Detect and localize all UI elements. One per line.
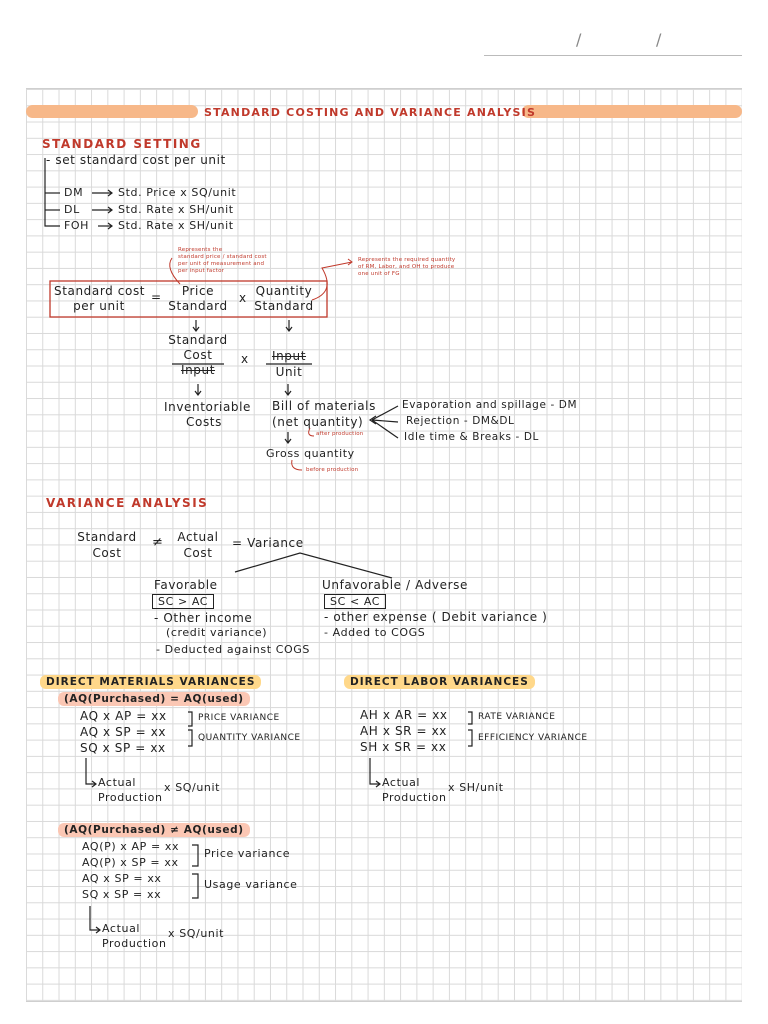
dm-case1-row-2: AQ x SP = xx: [80, 725, 167, 739]
favorable-title: Favorable: [154, 578, 218, 592]
equals-variance: = Variance: [232, 536, 304, 550]
unfavorable-box: SC < AC: [324, 594, 386, 609]
loss-evaporation: Evaporation and spillage - DM: [402, 399, 578, 411]
quantity-standard: Quantity Standard: [254, 284, 314, 313]
foh-label: FOH: [64, 219, 90, 232]
not-equal-sign: ≠: [152, 535, 164, 550]
favorable-line-3: - Deducted against COGS: [156, 643, 310, 656]
dl-formula: Std. Rate x SH/unit: [118, 203, 234, 216]
inventoriable-costs: Inventoriable Costs: [164, 400, 252, 429]
foh-formula: Std. Rate x SH/unit: [118, 219, 234, 232]
dm-case2-row-3: AQ x SP = xx: [82, 872, 162, 885]
dm-case1-row-1: AQ x AP = xx: [80, 709, 167, 723]
note-quantity: Represents the required quantity of RM, Labor, and OH to produce one unit of FG: [358, 257, 456, 277]
dm-case1-actual-production: Actual Production: [98, 776, 163, 804]
favorable-line-1: - Other income: [154, 611, 253, 625]
bill-of-materials: Bill of materials (net quantity): [272, 399, 376, 429]
dl-variances-heading: DIRECT LABOR VARIANCES: [344, 675, 535, 689]
dm-case1-title: (AQ(Purchased) = AQ(used): [58, 692, 250, 706]
dm-case2-title: (AQ(Purchased) ≠ AQ(used): [58, 823, 250, 837]
standard-cost-per-unit: Standard cost per unit: [54, 284, 146, 313]
favorable-line-2: (credit variance): [166, 626, 268, 639]
dm-formula: Std. Price x SQ/unit: [118, 186, 237, 199]
standard-cost-fraction: Standard Cost Input: [168, 333, 228, 377]
dl-actual-production: Actual Production: [382, 776, 447, 804]
price-standard: Price Standard: [168, 284, 228, 313]
times-sign: x: [241, 352, 249, 366]
loss-rejection: Rejection - DM&DL: [406, 415, 515, 427]
dm-quantity-variance-label: QUANTITY VARIANCE: [198, 733, 301, 743]
variance-analysis-heading: VARIANCE ANALYSIS: [46, 496, 209, 510]
before-production-note: before production: [306, 467, 359, 473]
page-title: STANDARD COSTING AND VARIANCE ANALYSIS: [204, 106, 537, 119]
after-production-note: after production: [316, 431, 364, 437]
standard-setting-intro: - set standard cost per unit: [46, 153, 226, 167]
date-separator: /: [576, 30, 582, 49]
dm-case2-row-2: AQ(P) x SP = xx: [82, 856, 179, 869]
dl-row-1: AH x AR = xx: [360, 708, 448, 722]
dl-row-3: SH x SR = xx: [360, 740, 447, 754]
date-separator: /: [656, 30, 662, 49]
unfavorable-line-1: - other expense ( Debit variance ): [324, 610, 548, 624]
dl-sh-unit: x SH/unit: [448, 781, 504, 794]
unfavorable-title: Unfavorable / Adverse: [322, 578, 468, 592]
unfavorable-line-2: - Added to COGS: [324, 626, 426, 639]
dm-case2-usage-variance-label: Usage variance: [204, 878, 298, 891]
loss-idle-time: Idle time & Breaks - DL: [404, 431, 539, 443]
dm-case2-sq-unit: x SQ/unit: [168, 927, 225, 940]
dl-row-2: AH x SR = xx: [360, 724, 448, 738]
dm-label: DM: [64, 186, 84, 199]
standard-cost: Standard Cost: [77, 530, 137, 560]
note-price: Represents the standard price / standard cost per unit of measurement and per input factor: [178, 247, 267, 274]
equals-sign: =: [151, 290, 162, 304]
dm-case1-sq-unit: x SQ/unit: [164, 781, 221, 794]
dl-label: DL: [64, 203, 80, 216]
input-unit-fraction: Input Unit: [271, 349, 307, 379]
dm-case2-row-1: AQ(P) x AP = xx: [82, 840, 180, 853]
dm-variances-heading: DIRECT MATERIALS VARIANCES: [40, 675, 261, 689]
dm-case1-row-3: SQ x SP = xx: [80, 741, 166, 755]
dl-rate-variance-label: RATE VARIANCE: [478, 712, 556, 722]
times-sign: x: [239, 291, 247, 305]
favorable-box: SC > AC: [152, 594, 214, 609]
dm-case2-row-4: SQ x SP = xx: [82, 888, 162, 901]
dm-case2-actual-production: Actual Production: [102, 922, 167, 950]
dl-efficiency-variance-label: EFFICIENCY VARIANCE: [478, 733, 588, 743]
gross-quantity: Gross quantity: [266, 447, 355, 460]
actual-cost: Actual Cost: [177, 530, 219, 560]
dm-price-variance-label: PRICE VARIANCE: [198, 713, 280, 723]
standard-setting-heading: STANDARD SETTING: [42, 137, 202, 151]
dm-case2-price-variance-label: Price variance: [204, 847, 291, 860]
